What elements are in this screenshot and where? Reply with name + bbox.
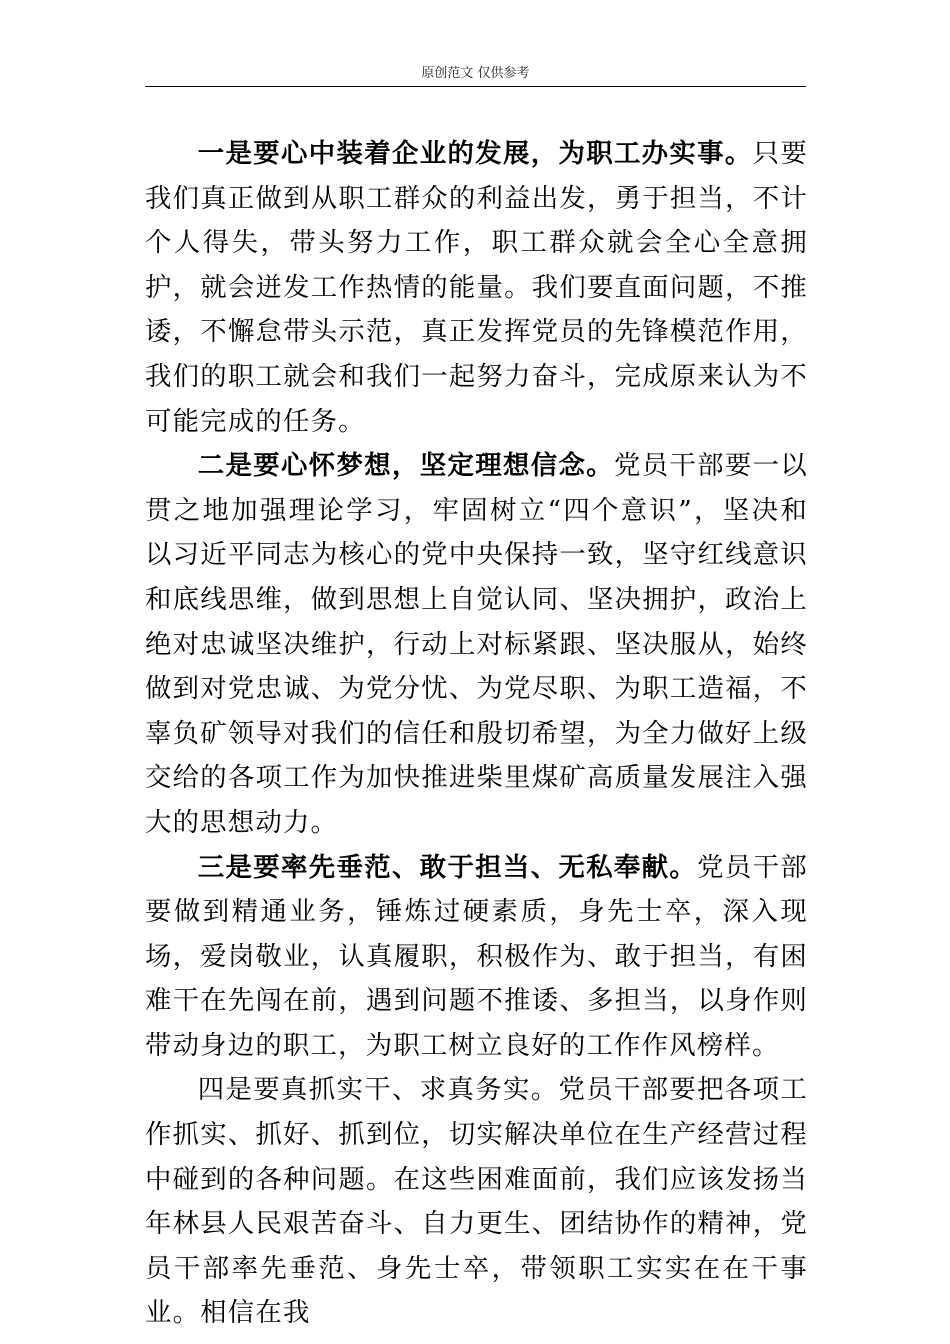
paragraph-body: 党员干部要做到精通业务，锤炼过硬素质，身先士卒，深入现场，爱岗敬业，认真履职，积极作为、敢于担当，有困难干在先闯在前，遇到问题不推诿、多担当，以身作则带动身边的职工，为职工树立良好的工作作风榜样。 [145, 851, 808, 1061]
paragraph-lead: 二是要心怀梦想，坚定理想信念。 [197, 450, 614, 482]
paragraph-body: 只要我们真正做到从职工群众的利益出发，勇于担当，不计个人得失，带头努力工作，职工群众就会全心全意拥护，就会迸发工作热情的能量。我们要直面问题，不推诿，不懈怠带头示范，真正发挥党员的先锋模范作用，我们的职工就会和我们一起努力奋斗，完成原来认为不可能完成的任务。 [145, 138, 809, 437]
header-divider [145, 86, 806, 87]
page-header: 原创范文 仅供参考 [421, 66, 530, 81]
paragraph-2 [145, 444, 808, 845]
paragraph-4 [145, 1068, 808, 1336]
document-body [145, 132, 808, 1336]
paragraph-3 [145, 846, 808, 1069]
paragraph-lead: 一是要心中装着企业的发展，为职工办实事。 [197, 138, 753, 169]
paragraph-1 [145, 132, 808, 444]
paragraph-body: 党员干部要一以贯之地加强理论学习，牢固树立“四个意识”，坚决和以习近平同志为核心的党中央保持一致，坚守红线意识和底线思维，做到思想上自觉认同、坚决拥护，政治上绝对忠诚坚决维护，行动上对标紧跟、坚决服从，始终做到对党忠诚、为党分忧、为党尽职、为职工造福，不辜负矿领导对我们的信任和殷切希望，为全力做好上级交给的各项工作为加快推进柴里煤矿高质量发展注入强大的思想动力。 [145, 450, 809, 838]
paragraph-lead: 三是要率先垂范、敢于担当、无私奉献。 [197, 851, 698, 883]
paragraph-body: 四是要真抓实干、求真务实。党员干部要把各项工作抓实、抓好、抓到位，切实解决单位在生产经营过程中碰到的各种问题。在这些困难面前，我们应该发扬当年林县人民艰苦奋斗、自力更生、团结协作的精神，党员干部率先垂范、身先士卒，带领职工实实在在干事业。相信在我 [145, 1074, 808, 1329]
